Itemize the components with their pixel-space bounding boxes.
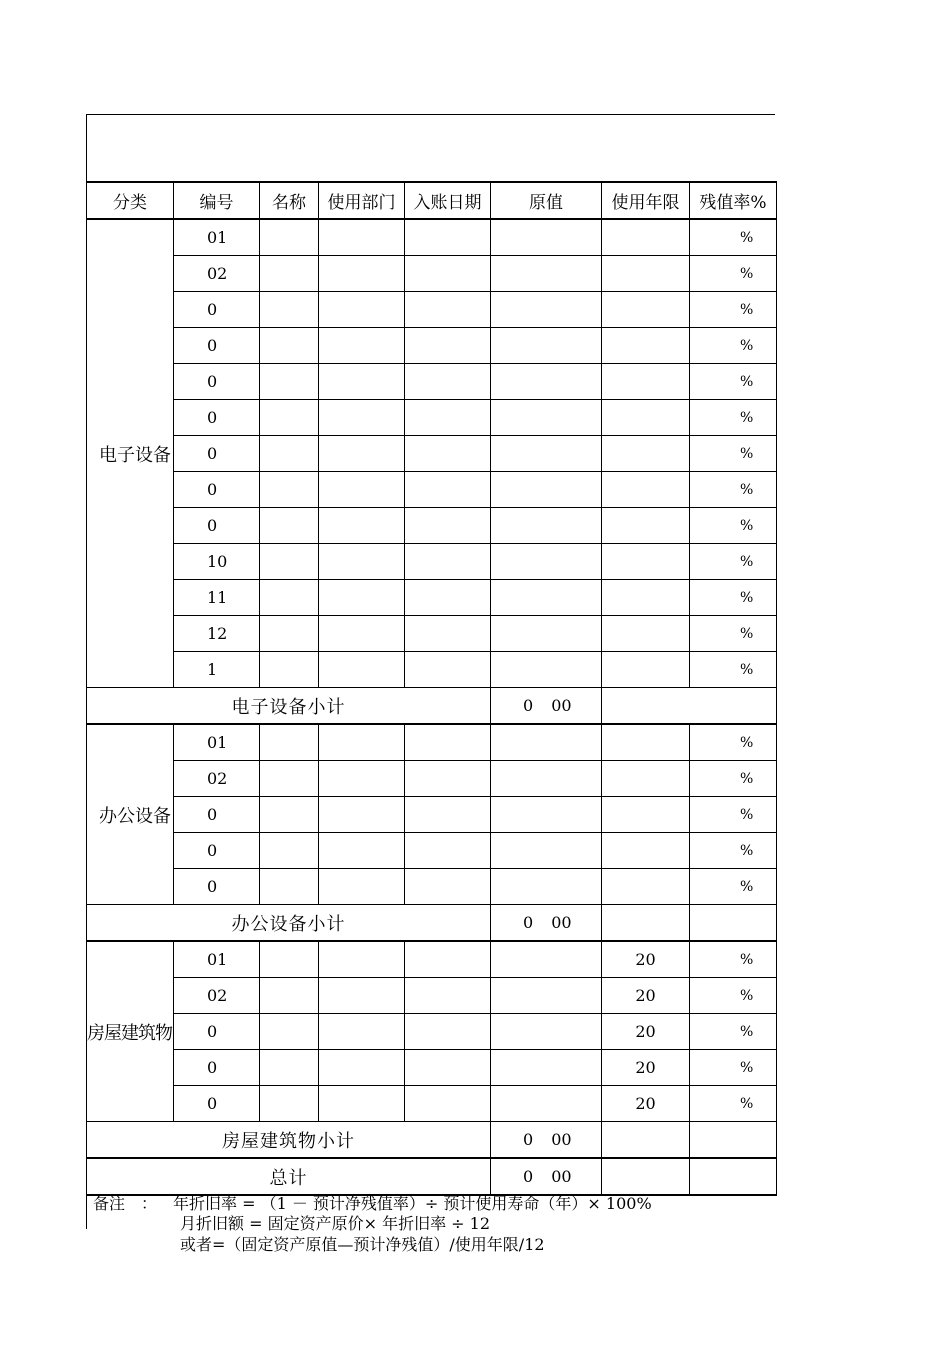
original-value-cell[interactable]	[491, 328, 602, 364]
original-value-cell[interactable]	[491, 364, 602, 400]
item-name-cell[interactable]	[260, 400, 319, 436]
entry-date-cell[interactable]	[405, 869, 491, 905]
original-value-cell[interactable]	[491, 256, 602, 292]
department-cell[interactable]	[319, 761, 405, 797]
original-value-cell[interactable]	[491, 652, 602, 688]
original-value-cell[interactable]	[491, 436, 602, 472]
department-cell[interactable]	[319, 256, 405, 292]
service-years-cell[interactable]	[602, 364, 690, 400]
asset-depreciation-sheet	[86, 114, 777, 1196]
department-cell[interactable]	[319, 328, 405, 364]
residual-rate-cell[interactable]: %	[690, 978, 777, 1014]
item-number-cell[interactable]: 01	[174, 941, 260, 978]
empty-cell	[690, 905, 777, 942]
notes-line-3: 或者=（固定资产原值—预计净残值）/使用年限/12	[180, 1235, 545, 1254]
residual-rate-cell[interactable]: %	[690, 364, 777, 400]
item-name-cell[interactable]	[260, 328, 319, 364]
original-value-cell[interactable]	[491, 508, 602, 544]
residual-rate-cell[interactable]: %	[690, 724, 777, 761]
empty-cell	[602, 1122, 690, 1159]
item-number-cell[interactable]: 1	[174, 652, 260, 688]
amount-integer: 0	[523, 1167, 534, 1186]
table-row	[87, 328, 777, 364]
entry-date-cell[interactable]	[405, 364, 491, 400]
entry-date-cell[interactable]	[405, 833, 491, 869]
subtotal-label: 电子设备小计	[87, 688, 491, 725]
item-name-cell[interactable]	[260, 616, 319, 652]
table-row	[87, 508, 777, 544]
service-years-cell[interactable]	[602, 724, 690, 761]
service-years-cell[interactable]	[602, 580, 690, 616]
residual-rate-cell[interactable]: %	[690, 436, 777, 472]
table-row	[87, 941, 777, 978]
original-value-cell[interactable]	[491, 978, 602, 1014]
entry-date-cell[interactable]	[405, 616, 491, 652]
item-name-cell[interactable]	[260, 797, 319, 833]
service-years-cell[interactable]	[602, 761, 690, 797]
col-header: 入账日期	[405, 182, 491, 219]
department-cell[interactable]	[319, 616, 405, 652]
department-cell[interactable]	[319, 978, 405, 1014]
col-header: 使用部门	[319, 182, 405, 219]
item-number-cell[interactable]: 02	[174, 761, 260, 797]
item-name-cell[interactable]	[260, 256, 319, 292]
department-cell[interactable]	[319, 941, 405, 978]
item-number-cell[interactable]: 02	[174, 256, 260, 292]
amount-fraction: 00	[551, 696, 572, 715]
item-name-cell[interactable]	[260, 472, 319, 508]
table-row	[87, 1050, 777, 1086]
table-row	[87, 472, 777, 508]
residual-rate-cell[interactable]: %	[690, 761, 777, 797]
residual-rate-cell[interactable]: %	[690, 833, 777, 869]
original-value-cell[interactable]	[491, 292, 602, 328]
item-name-cell[interactable]	[260, 869, 319, 905]
item-name-cell[interactable]	[260, 508, 319, 544]
empty-cell	[690, 1122, 777, 1159]
entry-date-cell[interactable]	[405, 941, 491, 978]
amount-fraction: 00	[551, 913, 572, 932]
table-row	[87, 292, 777, 328]
entry-date-cell[interactable]	[405, 472, 491, 508]
table-row	[87, 652, 777, 688]
service-years-cell[interactable]	[602, 652, 690, 688]
notes-line-1: 年折旧率 = （1 － 预计净残值率）÷ 预计使用寿命（年）× 100%	[173, 1194, 652, 1213]
item-name-cell[interactable]	[260, 761, 319, 797]
item-number-cell[interactable]: 12	[174, 616, 260, 652]
col-header: 使用年限	[602, 182, 690, 219]
original-value-cell[interactable]	[491, 724, 602, 761]
item-number-cell[interactable]: 02	[174, 978, 260, 1014]
service-years-cell[interactable]	[602, 508, 690, 544]
department-cell[interactable]	[319, 219, 405, 256]
total-row	[87, 1158, 777, 1195]
col-header: 名称	[260, 182, 319, 219]
entry-date-cell[interactable]	[405, 400, 491, 436]
service-years-cell[interactable]: 20	[602, 1086, 690, 1122]
original-value-cell[interactable]	[491, 869, 602, 905]
residual-rate-cell[interactable]: %	[690, 1086, 777, 1122]
col-header: 原值	[491, 182, 602, 219]
amount-integer: 0	[523, 1130, 534, 1149]
item-name-cell[interactable]	[260, 724, 319, 761]
subtotal-amount	[491, 905, 602, 942]
entry-date-cell[interactable]	[405, 761, 491, 797]
entry-date-cell[interactable]	[405, 328, 491, 364]
residual-rate-cell[interactable]: %	[690, 219, 777, 256]
department-cell[interactable]	[319, 580, 405, 616]
subtotal-row	[87, 688, 777, 725]
residual-rate-cell[interactable]: %	[690, 256, 777, 292]
department-cell[interactable]	[319, 436, 405, 472]
entry-date-cell[interactable]	[405, 1050, 491, 1086]
residual-rate-cell[interactable]: %	[690, 544, 777, 580]
service-years-cell[interactable]	[602, 869, 690, 905]
subtotal-amount	[491, 1122, 602, 1159]
amount-fraction: 00	[551, 1130, 572, 1149]
service-years-cell[interactable]	[602, 797, 690, 833]
notes-label: 备注 ：	[93, 1194, 158, 1213]
entry-date-cell[interactable]	[405, 256, 491, 292]
entry-date-cell[interactable]	[405, 508, 491, 544]
item-name-cell[interactable]	[260, 1014, 319, 1050]
subtotal-row	[87, 905, 777, 942]
service-years-cell[interactable]	[602, 256, 690, 292]
residual-rate-cell[interactable]: %	[690, 1014, 777, 1050]
notes-line-2: 月折旧额 = 固定资产原价× 年折旧率 ÷ 12	[180, 1214, 491, 1233]
entry-date-cell[interactable]	[405, 219, 491, 256]
residual-rate-cell[interactable]: %	[690, 400, 777, 436]
table-row	[87, 797, 777, 833]
department-cell[interactable]	[319, 472, 405, 508]
service-years-cell[interactable]	[602, 328, 690, 364]
table-row	[87, 364, 777, 400]
original-value-cell[interactable]	[491, 400, 602, 436]
item-number-cell[interactable]: 01	[174, 219, 260, 256]
item-number-cell[interactable]: 0	[174, 1086, 260, 1122]
entry-date-cell[interactable]	[405, 544, 491, 580]
table-row	[87, 256, 777, 292]
total-label: 总计	[87, 1158, 491, 1195]
item-name-cell[interactable]	[260, 1086, 319, 1122]
item-number-cell[interactable]: 0	[174, 472, 260, 508]
residual-rate-cell[interactable]: %	[690, 652, 777, 688]
category-cell: 电子设备	[87, 219, 174, 688]
residual-rate-cell[interactable]: %	[690, 508, 777, 544]
service-years-cell[interactable]	[602, 616, 690, 652]
table-row	[87, 978, 777, 1014]
original-value-cell[interactable]	[491, 1086, 602, 1122]
item-number-cell[interactable]: 0	[174, 1014, 260, 1050]
empty-cell	[602, 688, 777, 725]
entry-date-cell[interactable]	[405, 292, 491, 328]
department-cell[interactable]	[319, 508, 405, 544]
table-row	[87, 219, 777, 256]
entry-date-cell[interactable]	[405, 1086, 491, 1122]
service-years-cell[interactable]	[602, 544, 690, 580]
residual-rate-cell[interactable]: %	[690, 941, 777, 978]
empty-cell	[690, 1158, 777, 1195]
item-number-cell[interactable]: 0	[174, 797, 260, 833]
table-row	[87, 761, 777, 797]
original-value-cell[interactable]	[491, 941, 602, 978]
item-number-cell[interactable]: 0	[174, 436, 260, 472]
entry-date-cell[interactable]	[405, 652, 491, 688]
department-cell[interactable]	[319, 652, 405, 688]
header-row	[87, 182, 777, 219]
table-row	[87, 580, 777, 616]
item-name-cell[interactable]	[260, 436, 319, 472]
original-value-cell[interactable]	[491, 544, 602, 580]
entry-date-cell[interactable]	[405, 724, 491, 761]
amount-integer: 0	[523, 696, 534, 715]
subtotal-amount	[491, 688, 602, 725]
item-number-cell[interactable]: 10	[174, 544, 260, 580]
residual-rate-cell[interactable]: %	[690, 472, 777, 508]
service-years-cell[interactable]: 20	[602, 978, 690, 1014]
col-header: 编号	[174, 182, 260, 219]
service-years-cell[interactable]	[602, 400, 690, 436]
service-years-cell[interactable]: 20	[602, 1050, 690, 1086]
service-years-cell[interactable]	[602, 292, 690, 328]
item-number-cell[interactable]: 0	[174, 833, 260, 869]
residual-rate-cell[interactable]: %	[690, 616, 777, 652]
original-value-cell[interactable]	[491, 833, 602, 869]
department-cell[interactable]	[319, 1086, 405, 1122]
entry-date-cell[interactable]	[405, 580, 491, 616]
item-number-cell[interactable]: 0	[174, 364, 260, 400]
item-name-cell[interactable]	[260, 580, 319, 616]
service-years-cell[interactable]: 20	[602, 941, 690, 978]
table-row	[87, 724, 777, 761]
item-name-cell[interactable]	[260, 941, 319, 978]
original-value-cell[interactable]	[491, 1014, 602, 1050]
item-name-cell[interactable]	[260, 978, 319, 1014]
subtotal-row	[87, 1122, 777, 1159]
entry-date-cell[interactable]	[405, 1014, 491, 1050]
service-years-cell[interactable]	[602, 219, 690, 256]
residual-rate-cell[interactable]: %	[690, 580, 777, 616]
item-number-cell[interactable]: 0	[174, 1050, 260, 1086]
original-value-cell[interactable]	[491, 761, 602, 797]
table-row	[87, 1086, 777, 1122]
original-value-cell[interactable]	[491, 219, 602, 256]
table-row	[87, 616, 777, 652]
total-amount	[491, 1158, 602, 1195]
residual-rate-cell[interactable]: %	[690, 292, 777, 328]
col-header: 分类	[87, 182, 174, 219]
department-cell[interactable]	[319, 292, 405, 328]
item-name-cell[interactable]	[260, 292, 319, 328]
item-number-cell[interactable]: 0	[174, 869, 260, 905]
table-row	[87, 869, 777, 905]
table-row	[87, 833, 777, 869]
department-cell[interactable]	[319, 1014, 405, 1050]
subtotal-label: 办公设备小计	[87, 905, 491, 942]
original-value-cell[interactable]	[491, 1050, 602, 1086]
item-name-cell[interactable]	[260, 364, 319, 400]
department-cell[interactable]	[319, 869, 405, 905]
item-number-cell[interactable]: 01	[174, 724, 260, 761]
empty-cell	[602, 1158, 690, 1195]
department-cell[interactable]	[319, 797, 405, 833]
service-years-cell[interactable]	[602, 436, 690, 472]
item-name-cell[interactable]	[260, 652, 319, 688]
item-number-cell[interactable]: 11	[174, 580, 260, 616]
amount-integer: 0	[523, 913, 534, 932]
department-cell[interactable]	[319, 400, 405, 436]
item-name-cell[interactable]	[260, 1050, 319, 1086]
service-years-cell[interactable]: 20	[602, 1014, 690, 1050]
residual-rate-cell[interactable]: %	[690, 1050, 777, 1086]
notes	[86, 1193, 652, 1255]
service-years-cell[interactable]	[602, 833, 690, 869]
residual-rate-cell[interactable]: %	[690, 797, 777, 833]
item-number-cell[interactable]: 0	[174, 508, 260, 544]
item-name-cell[interactable]	[260, 544, 319, 580]
item-name-cell[interactable]	[260, 219, 319, 256]
category-cell: 房屋建筑物	[87, 941, 174, 1122]
asset-table	[86, 181, 777, 1196]
department-cell[interactable]	[319, 1050, 405, 1086]
item-number-cell[interactable]: 0	[174, 400, 260, 436]
entry-date-cell[interactable]	[405, 797, 491, 833]
category-cell: 办公设备	[87, 724, 174, 905]
amount-fraction: 00	[551, 1167, 572, 1186]
item-name-cell[interactable]	[260, 833, 319, 869]
table-row	[87, 544, 777, 580]
department-cell[interactable]	[319, 544, 405, 580]
table-row	[87, 1014, 777, 1050]
item-number-cell[interactable]: 0	[174, 328, 260, 364]
department-cell[interactable]	[319, 364, 405, 400]
residual-rate-cell[interactable]: %	[690, 869, 777, 905]
entry-date-cell[interactable]	[405, 978, 491, 1014]
empty-cell	[602, 905, 690, 942]
original-value-cell[interactable]	[491, 616, 602, 652]
original-value-cell[interactable]	[491, 580, 602, 616]
department-cell[interactable]	[319, 833, 405, 869]
title-area	[86, 114, 775, 181]
original-value-cell[interactable]	[491, 797, 602, 833]
table-row	[87, 436, 777, 472]
col-header: 残值率%	[690, 182, 777, 219]
department-cell[interactable]	[319, 724, 405, 761]
service-years-cell[interactable]	[602, 472, 690, 508]
entry-date-cell[interactable]	[405, 436, 491, 472]
table-row	[87, 400, 777, 436]
residual-rate-cell[interactable]: %	[690, 328, 777, 364]
original-value-cell[interactable]	[491, 472, 602, 508]
subtotal-label: 房屋建筑物小计	[87, 1122, 491, 1159]
item-number-cell[interactable]: 0	[174, 292, 260, 328]
